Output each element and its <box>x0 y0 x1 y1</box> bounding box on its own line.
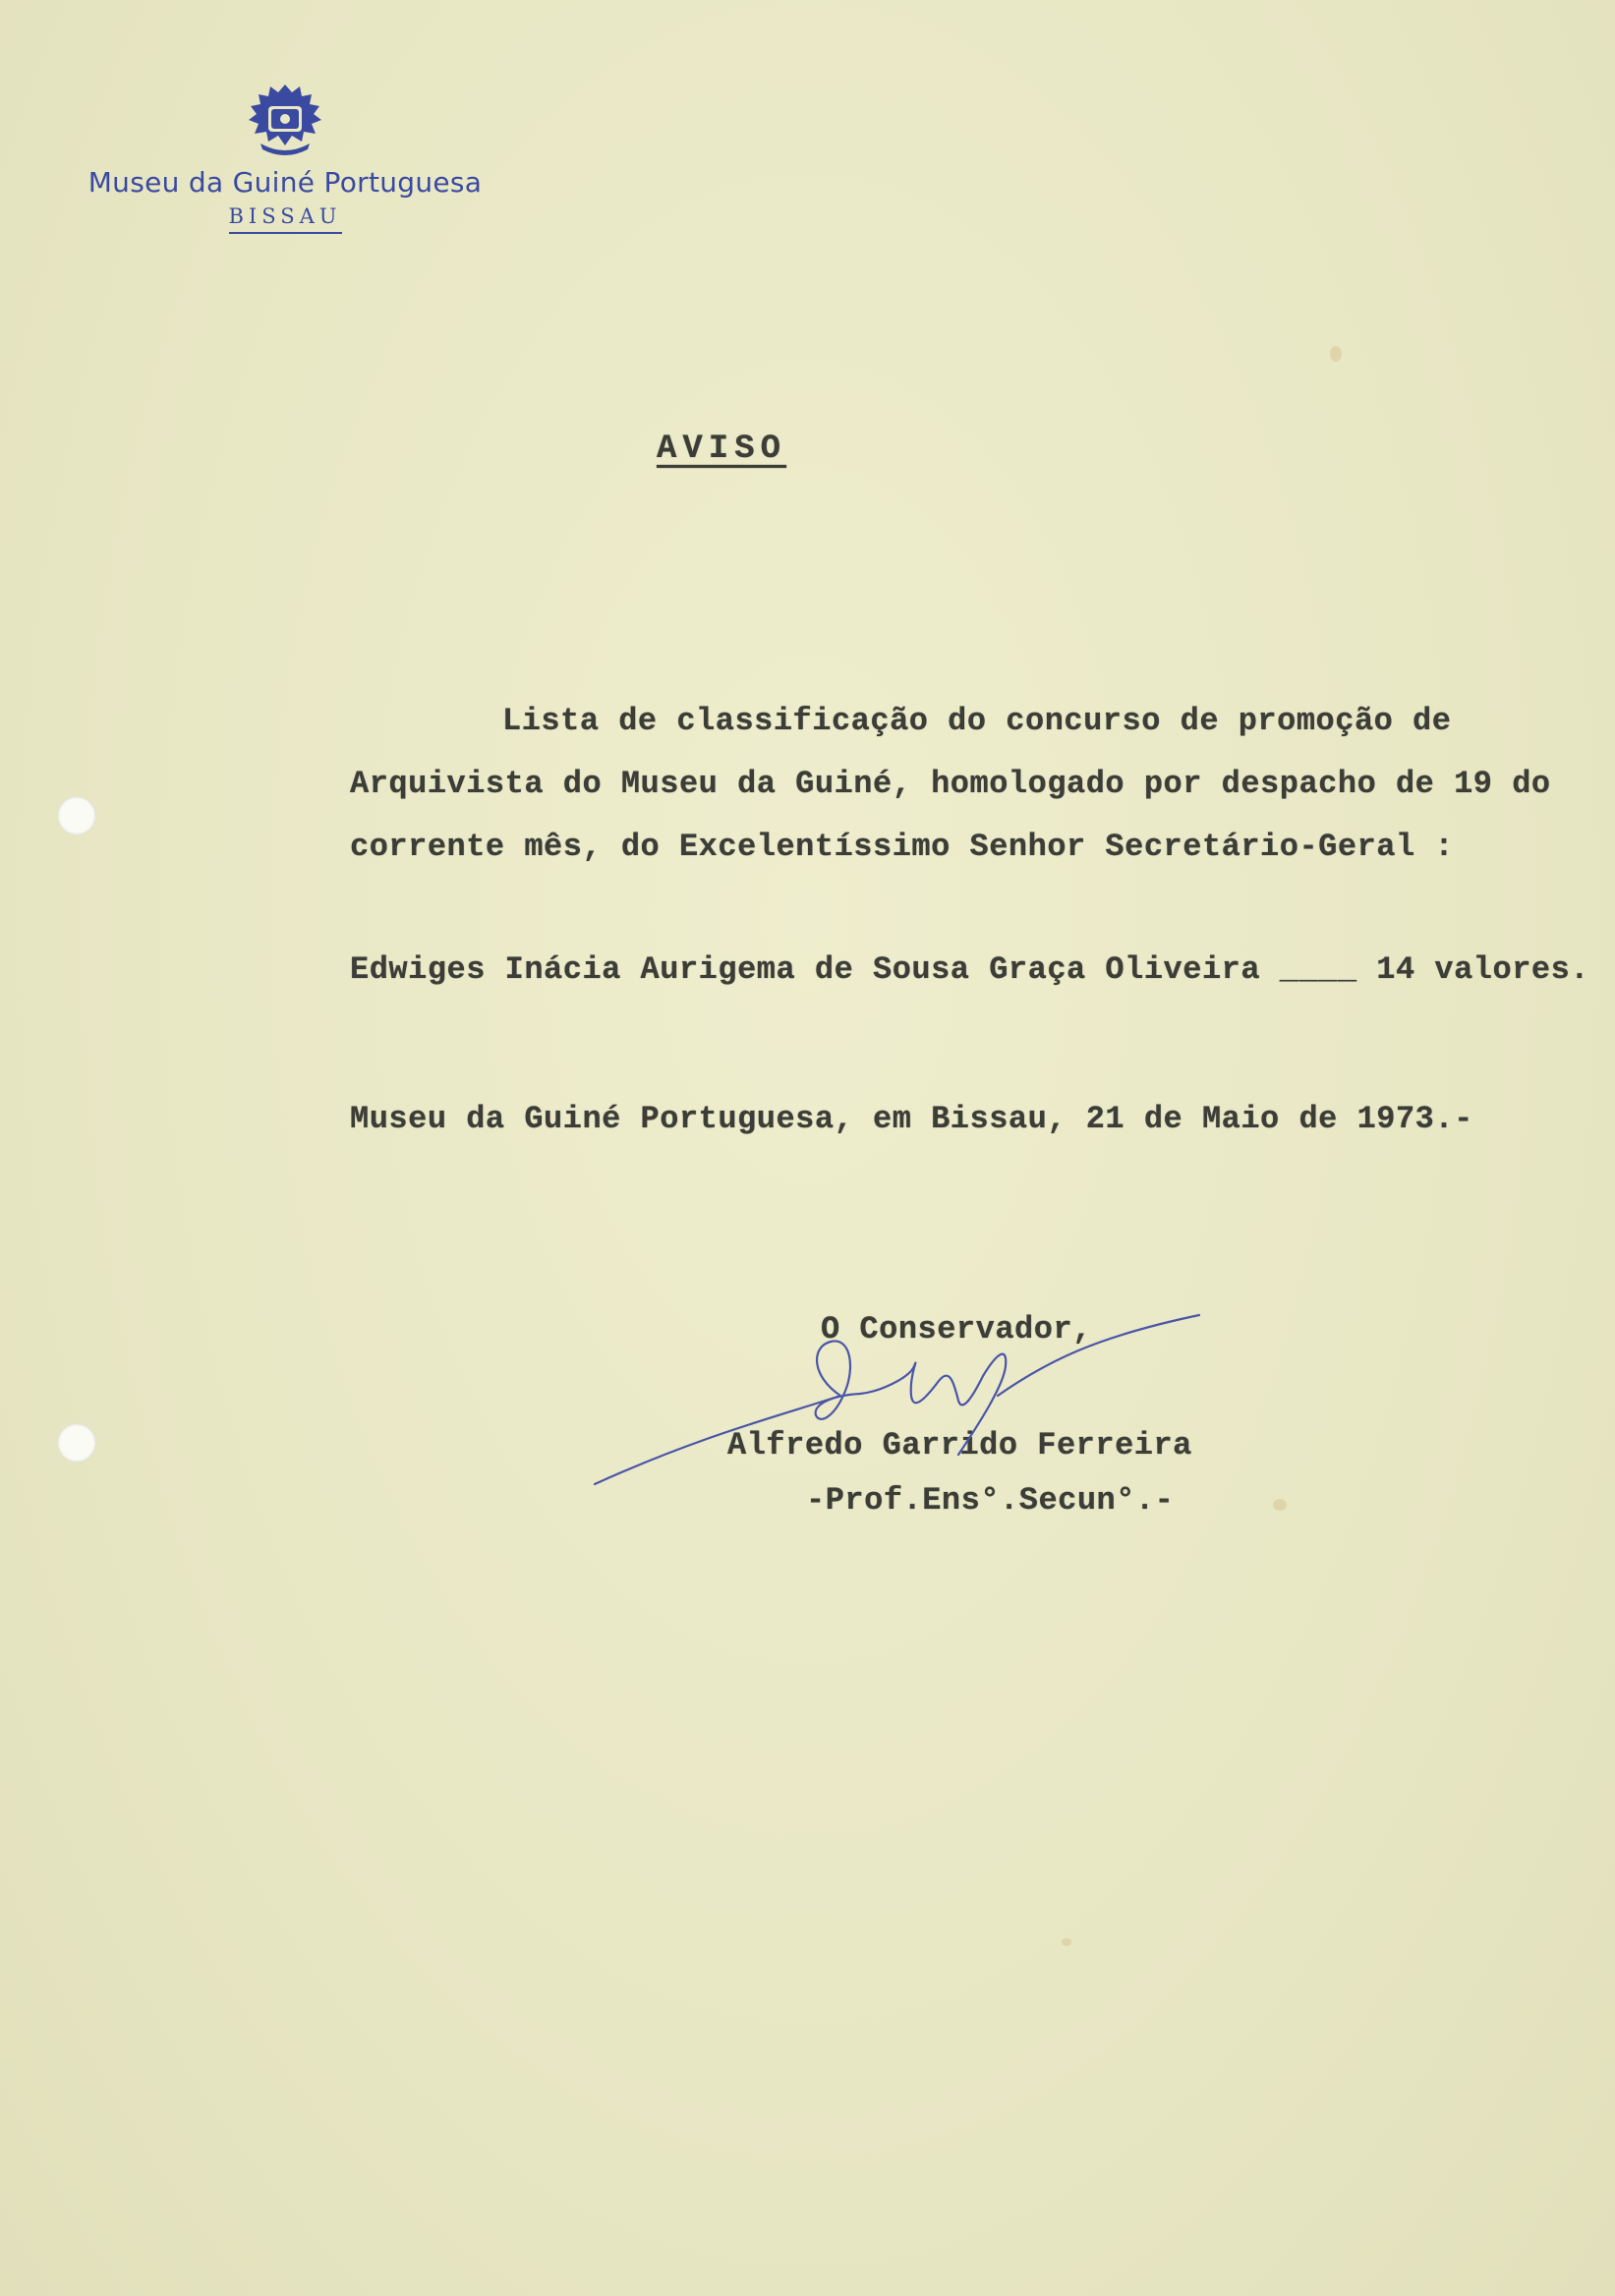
paper-stain <box>1273 1499 1287 1511</box>
paper-stain <box>1330 346 1342 362</box>
signatory-role: O Conservador, <box>821 1311 1092 1348</box>
place-date-line: Museu da Guiné Portuguesa, em Bissau, 21 de Maio de 1973.- <box>350 1101 1473 1137</box>
notice-text: Lista de classificação do concurso de promoção de Arquivista do Museu da Guiné, homologado por despacho de 19 do corrente mês, do Excelentíssimo Senhor Secretário-Geral : <box>350 703 1551 865</box>
handwritten-signature <box>585 1307 1214 1494</box>
candidate-line: Edwiges Inácia Aurigema de Sousa Graça Oliveira ____ 14 valores. <box>350 951 1589 988</box>
paper-stain <box>1062 1938 1071 1946</box>
notice-paragraph <box>350 690 1598 879</box>
document-title: AVISO <box>657 430 787 468</box>
letterhead <box>69 79 501 234</box>
signatory-title: -Prof.Ens°.Secun°.- <box>806 1482 1175 1519</box>
punch-hole <box>57 796 96 835</box>
museum-name: Museu da Guiné Portuguesa <box>87 166 483 199</box>
punch-hole <box>57 1423 96 1463</box>
coat-of-arms-icon <box>231 79 339 162</box>
signatory-name: Alfredo Garrido Ferreira <box>727 1427 1192 1464</box>
museum-city: BISSAU <box>229 204 342 234</box>
